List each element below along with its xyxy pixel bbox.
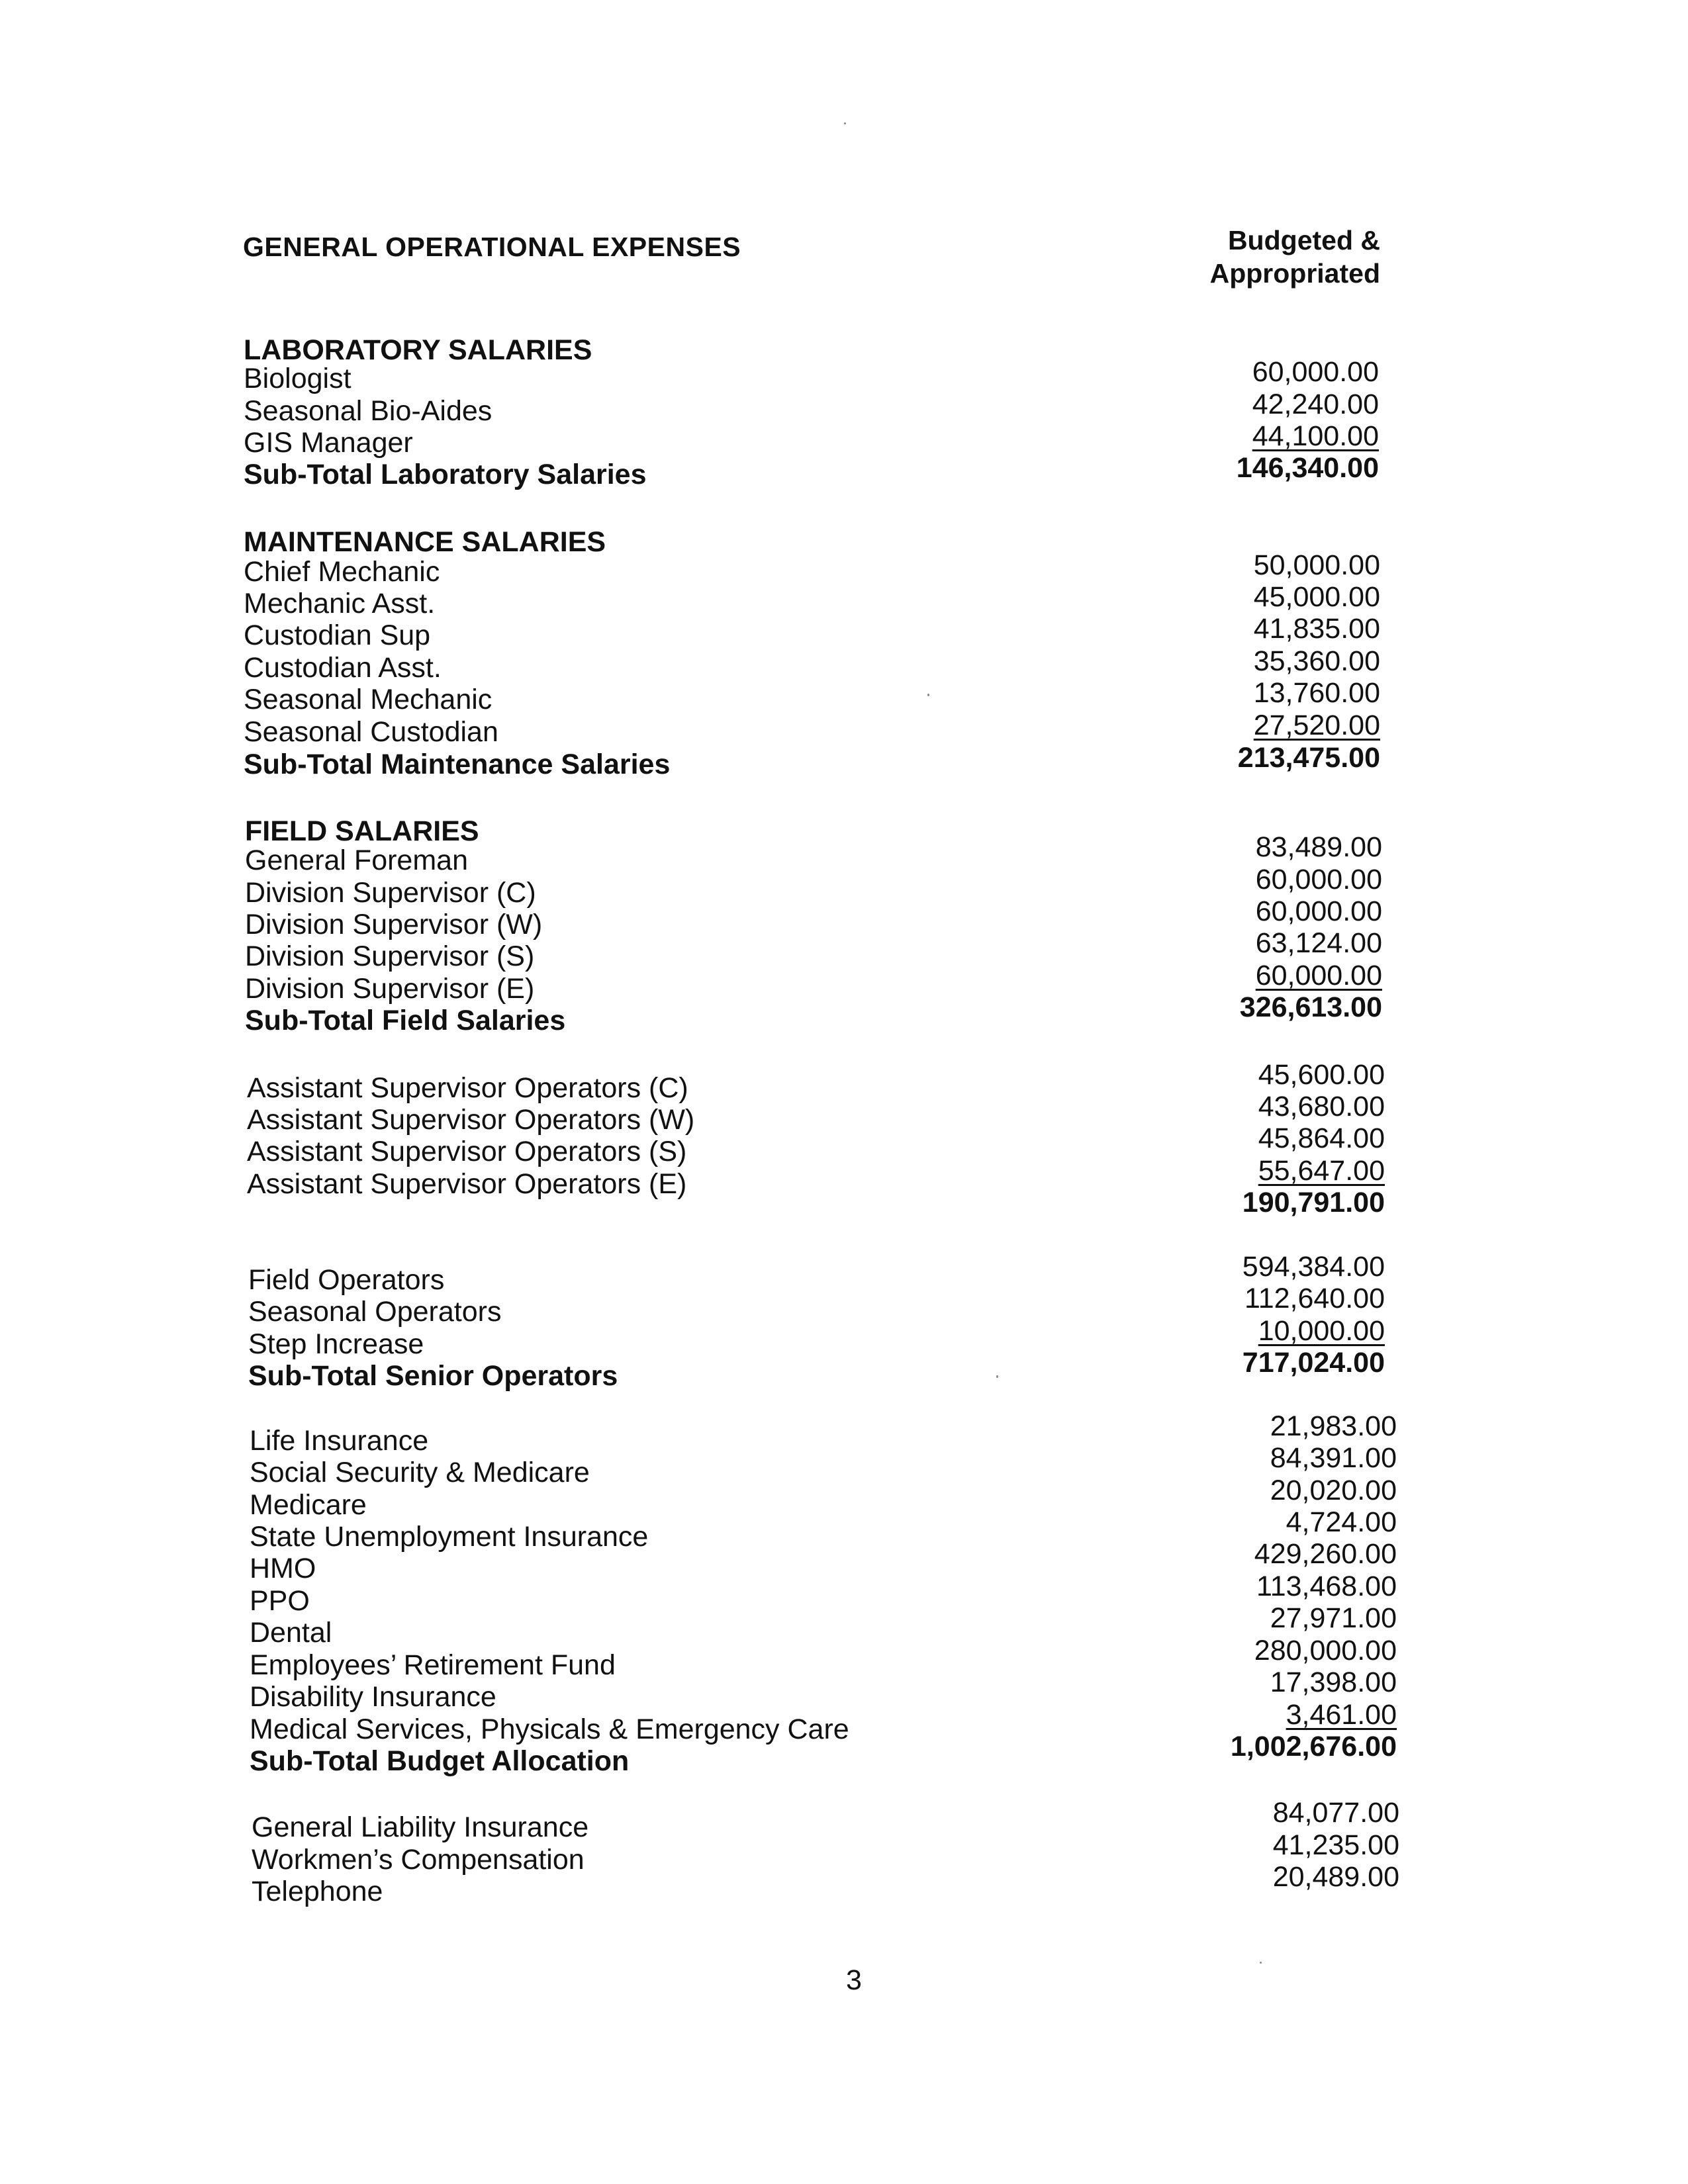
line-item-amount: 21,983.00 [1270,1410,1397,1442]
line-item-row [0,1410,1688,1457]
line-item-label: Custodian Sup [244,619,431,651]
line-item-amount: 63,124.00 [1255,927,1382,959]
line-item-label: Division Supervisor (W) [245,909,543,940]
subtotal-amount: 146,340.00 [1236,452,1379,484]
line-item-row [0,1283,1688,1328]
line-item-amount: 45,864.00 [1258,1122,1385,1154]
line-item-label: General Liability Insurance [252,1811,589,1843]
line-item-row [0,1538,1688,1585]
line-item-label: Sub-Total Laboratory Salaries [244,459,647,490]
line-item-amount: 84,077.00 [1272,1797,1399,1829]
column-header-line1: Budgeted & [1227,225,1380,255]
subtotal-row [0,452,1688,491]
line-item-label: Custodian Asst. [244,652,442,684]
page-number: 3 [846,1964,862,1996]
line-item-row [0,927,1688,973]
line-item-row [0,1442,1688,1489]
column-header-line2: Appropriated [1209,258,1380,289]
subtotal-row [0,991,1688,1037]
line-item-amount: 55,647.00 [1258,1155,1385,1187]
scan-speck [927,694,929,696]
line-item-amount: 10,000.00 [1258,1315,1385,1347]
line-item-label: Social Security & Medicare [250,1457,590,1488]
line-item-row [0,356,1688,395]
line-item-label: Employees’ Retirement Fund [250,1649,616,1681]
line-item-label: Mechanic Asst. [244,588,436,619]
line-item-amount: 60,000.00 [1252,356,1379,388]
line-item-amount: 17,398.00 [1270,1666,1397,1698]
line-item-label: Seasonal Bio-Aides [244,395,492,427]
line-item-amount: 27,520.00 [1253,709,1380,741]
line-item-amount: 3,461.00 [1286,1699,1397,1731]
subtotal-amount: 213,475.00 [1237,742,1380,774]
line-item-amount: 44,100.00 [1252,420,1379,452]
line-item-amount: 429,260.00 [1254,1538,1397,1570]
line-item-label: Sub-Total Budget Allocation [250,1745,630,1777]
line-item-label: GIS Manager [244,427,413,459]
scan-speck [996,1375,998,1378]
section-heading-row [0,815,1688,848]
line-item-label: HMO [250,1553,316,1584]
line-item-label: Medical Services, Physicals & Emergency Care [250,1713,849,1745]
line-item-label: Telephone [252,1876,383,1907]
line-item-amount: 112,640.00 [1244,1283,1385,1314]
line-item-amount: 41,235.00 [1272,1829,1399,1861]
line-item-amount: 60,000.00 [1255,864,1382,895]
line-item-row [0,549,1688,588]
subtotal-row [0,1347,1688,1392]
line-item-row [0,581,1688,620]
line-item-row [0,1666,1688,1713]
line-item-row [0,1602,1688,1649]
line-item-row [0,1861,1688,1908]
subtotal-amount: 190,791.00 [1242,1187,1385,1218]
line-item-amount: 45,000.00 [1253,581,1380,613]
line-item-amount: 41,835.00 [1253,613,1380,645]
line-item-label: Assistant Supervisor Operators (S) [247,1136,687,1167]
line-item-label: Division Supervisor (S) [245,940,535,972]
line-item-row [0,1315,1688,1361]
line-item-amount: 13,760.00 [1253,677,1380,709]
line-item-amount: 27,971.00 [1270,1602,1397,1634]
line-item-label: Seasonal Custodian [244,716,498,748]
line-item-row [0,1635,1688,1682]
line-item-amount: 42,240.00 [1252,388,1379,420]
line-item-row [0,864,1688,909]
line-item-row [0,388,1688,428]
line-item-row [0,677,1688,716]
line-item-label: Assistant Supervisor Operators (E) [247,1168,687,1200]
subtotal-amount: 326,613.00 [1239,991,1382,1023]
scan-speck [844,122,846,124]
line-item-row [0,1506,1688,1553]
line-item-label: Chief Mechanic [244,556,440,588]
subtotal-amount: 717,024.00 [1242,1347,1385,1379]
line-item-row [0,709,1688,749]
line-item-amount: 60,000.00 [1255,960,1382,991]
line-item-row [0,1475,1688,1522]
line-item-label: PPO [250,1585,310,1617]
section-heading-row [0,334,1688,367]
line-item-amount: 45,600.00 [1258,1059,1385,1091]
line-item-row [0,960,1688,1005]
line-item-row [0,1829,1688,1876]
line-item-row [0,1122,1688,1168]
line-item-row [0,1251,1688,1297]
line-item-label: Sub-Total Maintenance Salaries [244,749,671,780]
line-item-label: Disability Insurance [250,1681,496,1713]
line-item-row [0,1155,1688,1201]
line-item-row [0,1699,1688,1746]
line-item-amount: 60,000.00 [1255,895,1382,927]
line-item-label: Life Insurance [250,1425,429,1457]
line-item-label: Seasonal Operators [248,1296,502,1328]
line-item-amount: 43,680.00 [1258,1091,1385,1122]
subtotal-amount: 1,002,676.00 [1230,1731,1397,1762]
section-heading-row [0,526,1688,559]
line-item-label: Field Operators [248,1264,445,1296]
line-item-label: General Foreman [245,844,468,876]
line-item-label: Dental [250,1617,332,1649]
line-item-row [0,645,1688,684]
line-item-row [0,1091,1688,1136]
line-item-label: Step Increase [248,1328,424,1360]
line-item-amount: 20,020.00 [1270,1475,1397,1506]
line-item-label: Division Supervisor (E) [245,973,535,1005]
line-item-amount: 83,489.00 [1255,831,1382,863]
line-item-label: Assistant Supervisor Operators (W) [247,1104,695,1136]
line-item-row [0,1797,1688,1844]
line-item-row [0,613,1688,652]
line-item-label: Sub-Total Senior Operators [248,1360,618,1392]
section-heading: LABORATORY SALARIES [244,334,592,366]
line-item-amount: 50,000.00 [1253,549,1380,581]
line-item-label: Workmen’s Compensation [252,1844,585,1876]
line-item-amount: 35,360.00 [1253,645,1380,677]
line-item-label: State Unemployment Insurance [250,1521,649,1553]
line-item-label: Division Supervisor (C) [245,877,536,909]
line-item-label: Assistant Supervisor Operators (C) [247,1072,688,1104]
line-item-amount: 280,000.00 [1254,1635,1397,1666]
line-item-amount: 594,384.00 [1242,1251,1385,1283]
line-item-amount: 84,391.00 [1270,1442,1397,1474]
subtotal-row [0,1187,1688,1232]
line-item-amount: 20,489.00 [1272,1861,1399,1893]
line-item-row [0,420,1688,459]
line-item-amount: 4,724.00 [1286,1506,1397,1538]
column-header [1178,224,1380,290]
line-item-label: Seasonal Mechanic [244,684,492,715]
subtotal-row [0,1731,1688,1778]
line-item-row [0,1059,1688,1105]
line-item-row [0,1570,1688,1617]
document-title: GENERAL OPERATIONAL EXPENSES [243,232,741,262]
line-item-amount: 113,468.00 [1256,1570,1397,1602]
line-item-row [0,895,1688,941]
scan-speck [1260,1962,1262,1964]
line-item-label: Sub-Total Field Salaries [245,1005,566,1036]
section-heading: FIELD SALARIES [245,815,479,847]
subtotal-row [0,742,1688,781]
line-item-label: Biologist [244,363,352,394]
line-item-label: Medicare [250,1489,367,1521]
section-heading: MAINTENANCE SALARIES [244,526,606,558]
